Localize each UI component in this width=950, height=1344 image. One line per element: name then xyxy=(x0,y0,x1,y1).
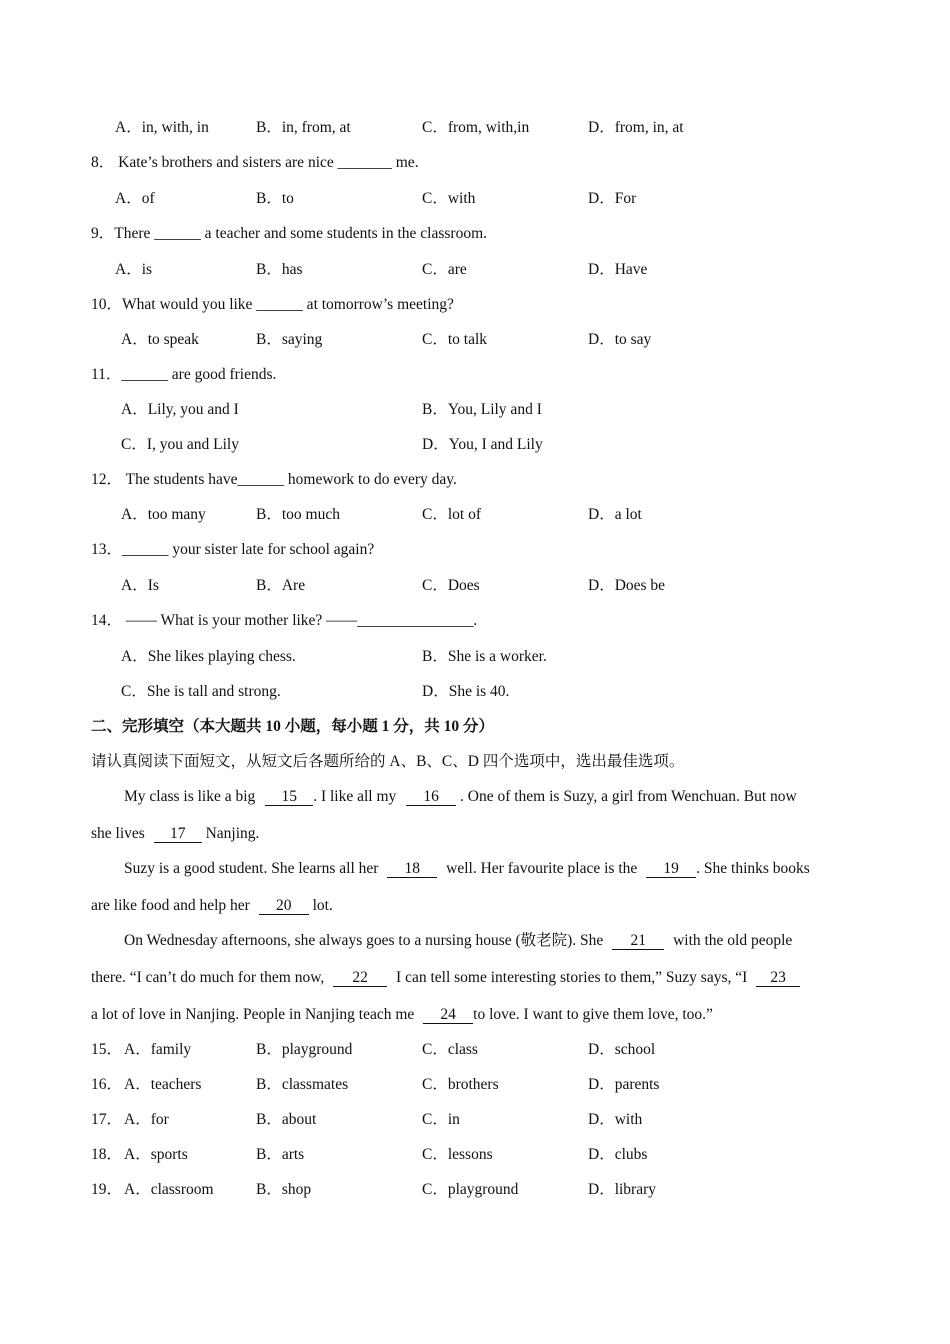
option-b: B．You, Lily and I xyxy=(422,401,542,418)
option-d: D．Have xyxy=(588,261,648,278)
option-b: B．in, from, at xyxy=(256,119,351,136)
option-c: C．She is tall and strong. xyxy=(121,683,281,700)
option-d: D．You, I and Lily xyxy=(422,436,543,453)
option-b: B．has xyxy=(256,261,303,278)
option-d: D．a lot xyxy=(588,506,642,523)
option-a: A．classroom xyxy=(124,1181,214,1198)
option-b: B．to xyxy=(256,190,294,207)
option-b: B．playground xyxy=(256,1041,353,1058)
blank-20: 20 xyxy=(259,897,309,915)
passage-text: Nanjing. xyxy=(205,825,260,842)
option-d: D．to say xyxy=(588,331,652,348)
option-c: C．in xyxy=(422,1111,460,1128)
passage-text: there. “I can’t do much for them now, xyxy=(91,969,325,986)
option-a: A．Lily, you and I xyxy=(121,401,239,418)
blank-21: 21 xyxy=(612,932,664,950)
blank-19: 19 xyxy=(646,860,696,878)
passage-text: well. Her favourite place is the xyxy=(446,860,638,877)
option-d: D．She is 40. xyxy=(422,683,510,700)
option-c: C．with xyxy=(422,190,476,207)
passage-text: . She thinks books xyxy=(696,860,810,877)
option-d: D．from, in, at xyxy=(588,119,684,136)
passage-text: a lot of love in Nanjing. People in Nanjing teach me xyxy=(91,1006,415,1023)
option-d: D．with xyxy=(588,1111,643,1128)
option-a: A．too many xyxy=(121,506,206,523)
option-d: D．library xyxy=(588,1181,657,1198)
option-b: B．classmates xyxy=(256,1076,349,1093)
option-c: C．class xyxy=(422,1041,478,1058)
option-a: A．of xyxy=(115,190,155,207)
option-b: B．shop xyxy=(256,1181,312,1198)
cloze-num: 15． xyxy=(91,1041,123,1058)
option-d: D．school xyxy=(588,1041,656,1058)
option-a: A．is xyxy=(115,261,153,278)
option-b: B．She is a worker. xyxy=(422,648,547,665)
blank-23: 23 xyxy=(756,969,800,987)
option-c: C．playground xyxy=(422,1181,519,1198)
blank-24: 24 xyxy=(423,1006,473,1024)
blank-17: 17 xyxy=(154,825,202,843)
passage-text: lot. xyxy=(312,897,333,914)
option-b: B．Are xyxy=(256,577,306,594)
passage-text: . One of them is Suzy, a girl from Wenchuan. But now xyxy=(460,788,797,805)
option-c: C．are xyxy=(422,261,467,278)
cloze-num: 19． xyxy=(91,1181,123,1198)
option-c: C．to talk xyxy=(422,331,488,348)
passage-text: she lives xyxy=(91,825,145,842)
passage-text: On Wednesday afternoons, she always goes to a nursing house (敬老院). She xyxy=(124,932,604,949)
option-c: C．from, with,in xyxy=(422,119,530,136)
option-b: B．about xyxy=(256,1111,317,1128)
option-b: B．arts xyxy=(256,1146,305,1163)
blank-15: 15 xyxy=(265,788,313,806)
option-a: A．to speak xyxy=(121,331,199,348)
passage-text: are like food and help her xyxy=(91,897,250,914)
option-a: A．teachers xyxy=(124,1076,202,1093)
option-a: A．sports xyxy=(124,1146,188,1163)
option-a: A．for xyxy=(124,1111,169,1128)
blank-22: 22 xyxy=(333,969,387,987)
cloze-num: 17． xyxy=(91,1111,123,1128)
option-a: A．She likes playing chess. xyxy=(121,648,296,665)
blank-16: 16 xyxy=(406,788,456,806)
option-c: C．lessons xyxy=(422,1146,493,1163)
option-c: C．I, you and Lily xyxy=(121,436,239,453)
passage-text: My class is like a big xyxy=(124,788,256,805)
option-a: A．family xyxy=(124,1041,192,1058)
option-b: B．saying xyxy=(256,331,323,348)
option-d: D．parents xyxy=(588,1076,660,1093)
passage-text: to love. I want to give them love, too.” xyxy=(473,1006,713,1023)
option-c: C．lot of xyxy=(422,506,481,523)
option-d: D．clubs xyxy=(588,1146,648,1163)
passage-text: Suzy is a good student. She learns all her xyxy=(124,860,379,877)
option-d: D．Does be xyxy=(588,577,666,594)
option-d: D．For xyxy=(588,190,637,207)
passage-text: I can tell some interesting stories to them,” Suzy says, “I xyxy=(396,969,748,986)
blank-18: 18 xyxy=(387,860,437,878)
option-a: A．in, with, in xyxy=(115,119,209,136)
passage-text: with the old people xyxy=(673,932,793,949)
cloze-num: 18． xyxy=(91,1146,123,1163)
option-c: C．brothers xyxy=(422,1076,499,1093)
option-a: A．Is xyxy=(121,577,159,594)
cloze-num: 16． xyxy=(91,1076,123,1093)
option-b: B．too much xyxy=(256,506,340,523)
passage-text: . I like all my xyxy=(313,788,397,805)
option-c: C．Does xyxy=(422,577,480,594)
